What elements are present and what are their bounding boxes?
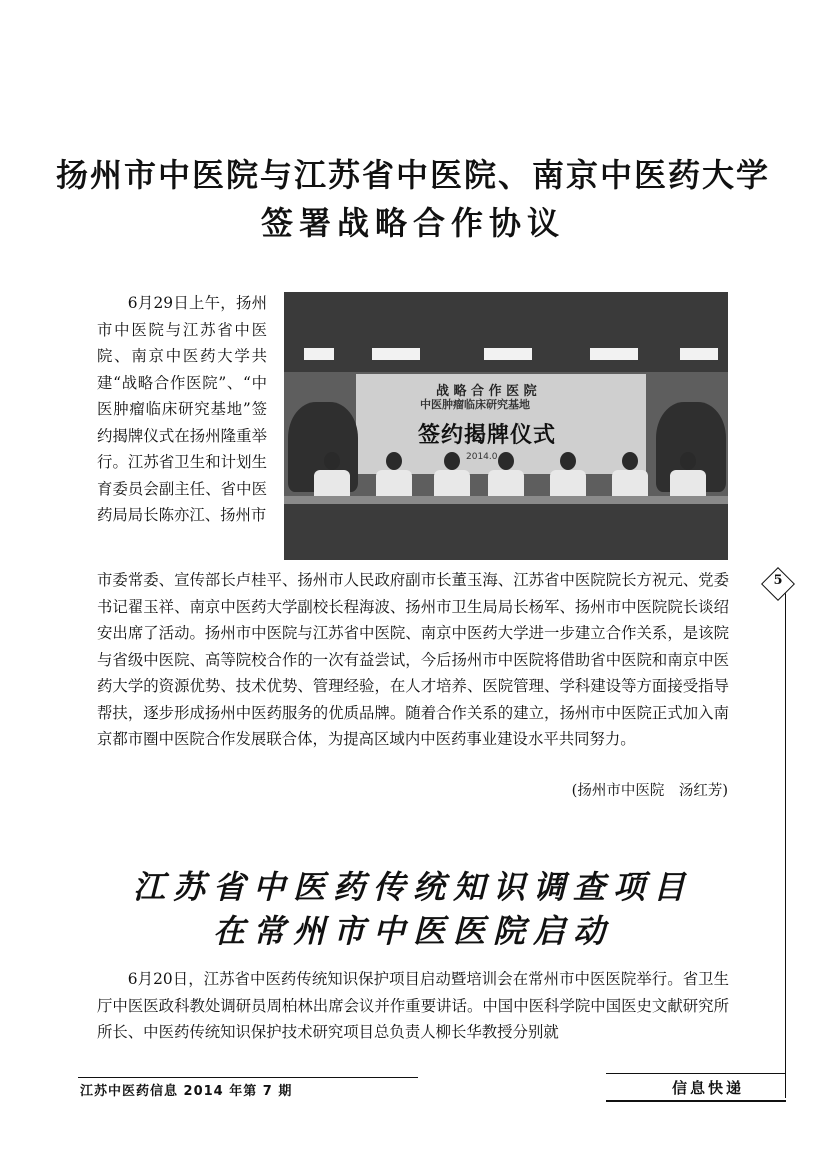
attendee: [668, 452, 708, 498]
article1-body-wrapped: 6月29日上午，扬州市中医院与江苏省中医院、南京中医药大学共建“战略合作医院”、“中医肿瘤临床研究基地”签约揭牌仪式在扬州隆重举行。江苏省卫生和计划生育委员会副主任、省中医药局局长陈亦江、扬州市: [97, 294, 267, 524]
article1-body-full: 市委常委、宣传部长卢桂平、扬州市人民政府副市长董玉海、江苏省中医院院长方祝元、党委书记翟玉祥、南京中医药大学副校长程海波、扬州市卫生局局长杨军、扬州市中医院院长谈绍安出席了活动。扬州市中医院与江苏省中医院、南京中医药大学进一步建立合作关系，是该院与省级中医院、高等院校合作的一次有益尝试，今后扬州市中医院将借助省中医院和南京中医药大学的资源优势、技术优势、管理经验，在人才培养、医院管理、学科建设等方面接受指导帮扶，逐步形成扬州中医药服务的优质品牌。随着合作关系的建立，扬州市中医院正式加入南京都市圈中医院合作发展联合体，为提高区域内中医药事业建设水平共同努力。: [97, 571, 729, 748]
article2-title-line1: 江苏省中医药传统知识调查项目: [132, 868, 693, 906]
ceiling-light: [304, 348, 334, 360]
banner-line1: 战 略 合 作 医 院: [436, 384, 537, 399]
photo-ceiling: [284, 292, 728, 372]
ceiling-light: [484, 348, 532, 360]
page-number: 5: [773, 573, 783, 588]
article2-title-line2: 在常州市中医医院启动: [212, 912, 613, 950]
article1-title-line1: 扬州市中医院与江苏省中医院、南京中医药大学: [55, 156, 770, 194]
ceiling-light: [590, 348, 638, 360]
signing-ceremony-photo: [284, 292, 728, 560]
footer-rule: [78, 1077, 418, 1078]
attendee: [432, 452, 472, 498]
article1-credit: (扬州市中医院 汤红芳): [571, 783, 728, 799]
attendee: [374, 452, 414, 498]
banner-line3: 签约揭牌仪式: [418, 423, 557, 448]
attendee: [486, 452, 526, 498]
attendee: [312, 452, 352, 498]
article1-title-line2: 签署战略合作协议: [260, 204, 565, 242]
tablecloth: [284, 496, 728, 504]
banner-line4: 2014.0: [466, 452, 498, 462]
conference-table: [284, 496, 728, 560]
article2-body: 6月20日，江苏省中医药传统知识保护项目启动暨培训会在常州市中医医院举行。省卫生厅中医医政科教处调研员周柏林出席会议并作重要讲话。中国中医科学院中国医史文献研究所所长、中医药传统知识保护技术研究项目总负责人柳长华教授分别就: [97, 970, 729, 1041]
ceiling-light: [372, 348, 420, 360]
section-label: 信息快递: [672, 1079, 745, 1097]
ceiling-light: [680, 348, 718, 360]
attendee: [548, 452, 588, 498]
side-rule: [785, 578, 786, 1098]
journal-footer: 江苏中医药信息 2014 年第 7 期: [80, 1084, 293, 1099]
attendee: [610, 452, 650, 498]
banner-line2: 中医肿瘤临床研究基地: [420, 398, 530, 411]
